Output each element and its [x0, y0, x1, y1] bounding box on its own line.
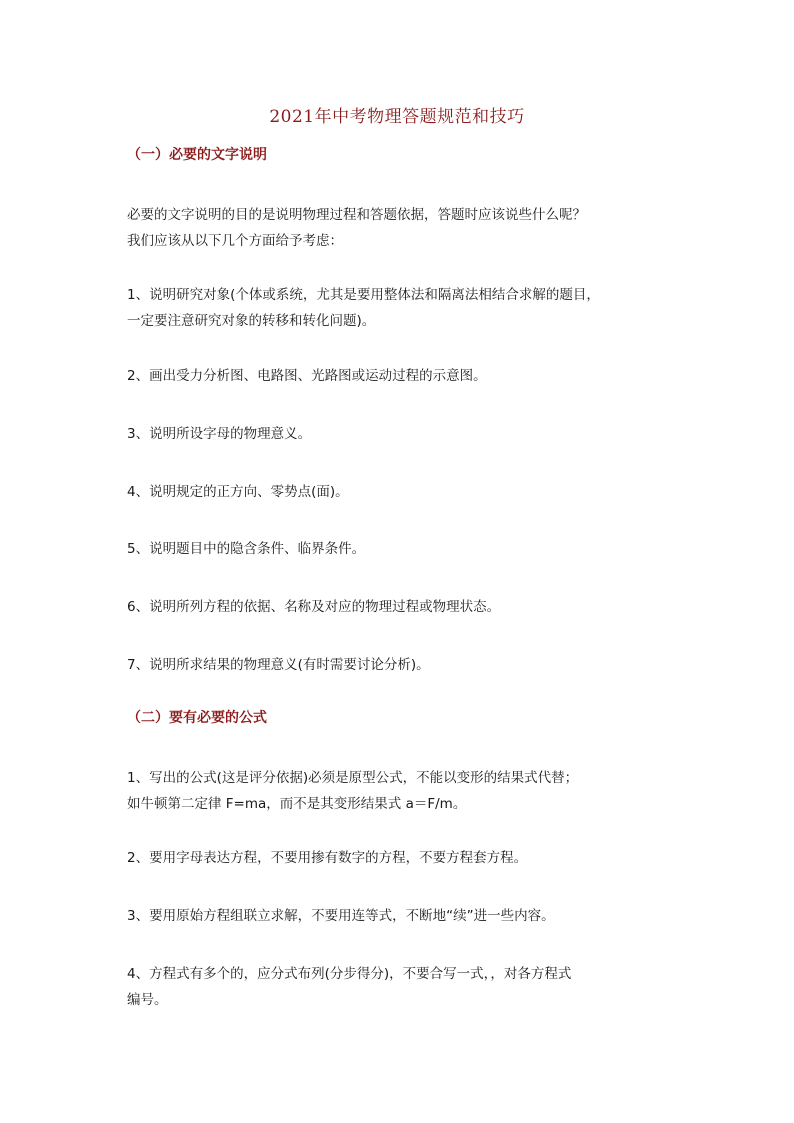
text-line: 4、说明规定的正方向、零势点(面)。: [127, 484, 349, 500]
text-line: 1、写出的公式(这是评分依据)必须是原型公式，不能以变形的结果式代替；: [127, 770, 579, 786]
section1-intro: [127, 202, 672, 254]
section-heading-2: （二）要有必要的公式: [127, 710, 267, 726]
list-item: [127, 282, 672, 334]
text-line: 编号。: [127, 992, 168, 1008]
text-line: 7、说明所求结果的物理意义(有时需要讨论分析)。: [127, 657, 430, 673]
text-line: 一定要注意研究对象的转移和转化问题)。: [127, 313, 376, 329]
text-line: 2、画出受力分析图、电路图、光路图或运动过程的示意图。: [127, 368, 487, 384]
list-item: [127, 363, 672, 389]
list-item: [127, 421, 672, 447]
list-item: [127, 903, 672, 929]
text-line: 3、要用原始方程组联立求解，不要用连等式，不断地“续”进一些内容。: [127, 908, 555, 924]
section-heading-1: （一）必要的文字说明: [127, 147, 267, 163]
text-line: 3、说明所设字母的物理意义。: [127, 426, 312, 442]
text-line: 6、说明所列方程的依据、名称及对应的物理过程或物理状态。: [127, 599, 501, 615]
list-item: [127, 961, 672, 1013]
list-item: [127, 479, 672, 505]
text-line: 4、方程式有多个的，应分式布列(分步得分)，不要合写一式，，对各方程式: [127, 966, 572, 982]
list-item: [127, 765, 672, 817]
list-item: [127, 536, 672, 562]
list-item: [127, 652, 672, 678]
list-item: [127, 594, 672, 620]
text-line: 5、说明题目中的隐含条件、临界条件。: [127, 541, 366, 557]
text-line: 必要的文字说明的目的是说明物理过程和答题依据，答题时应该说些什么呢？: [127, 207, 586, 223]
text-line: 我们应该从以下几个方面给予考虑：: [127, 233, 343, 249]
text-line: 如牛顿第二定律 F=ma，而不是其变形结果式 a＝F/m。: [127, 796, 467, 812]
list-item: [127, 845, 672, 871]
text-line: 2、要用字母表达方程，不要用掺有数字的方程，不要方程套方程。: [127, 850, 528, 866]
document-title: 2021年中考物理答题规范和技巧: [269, 107, 525, 127]
text-line: 1、说明研究对象(个体或系统，尤其是要用整体法和隔离法相结合求解的题目，: [127, 287, 600, 303]
